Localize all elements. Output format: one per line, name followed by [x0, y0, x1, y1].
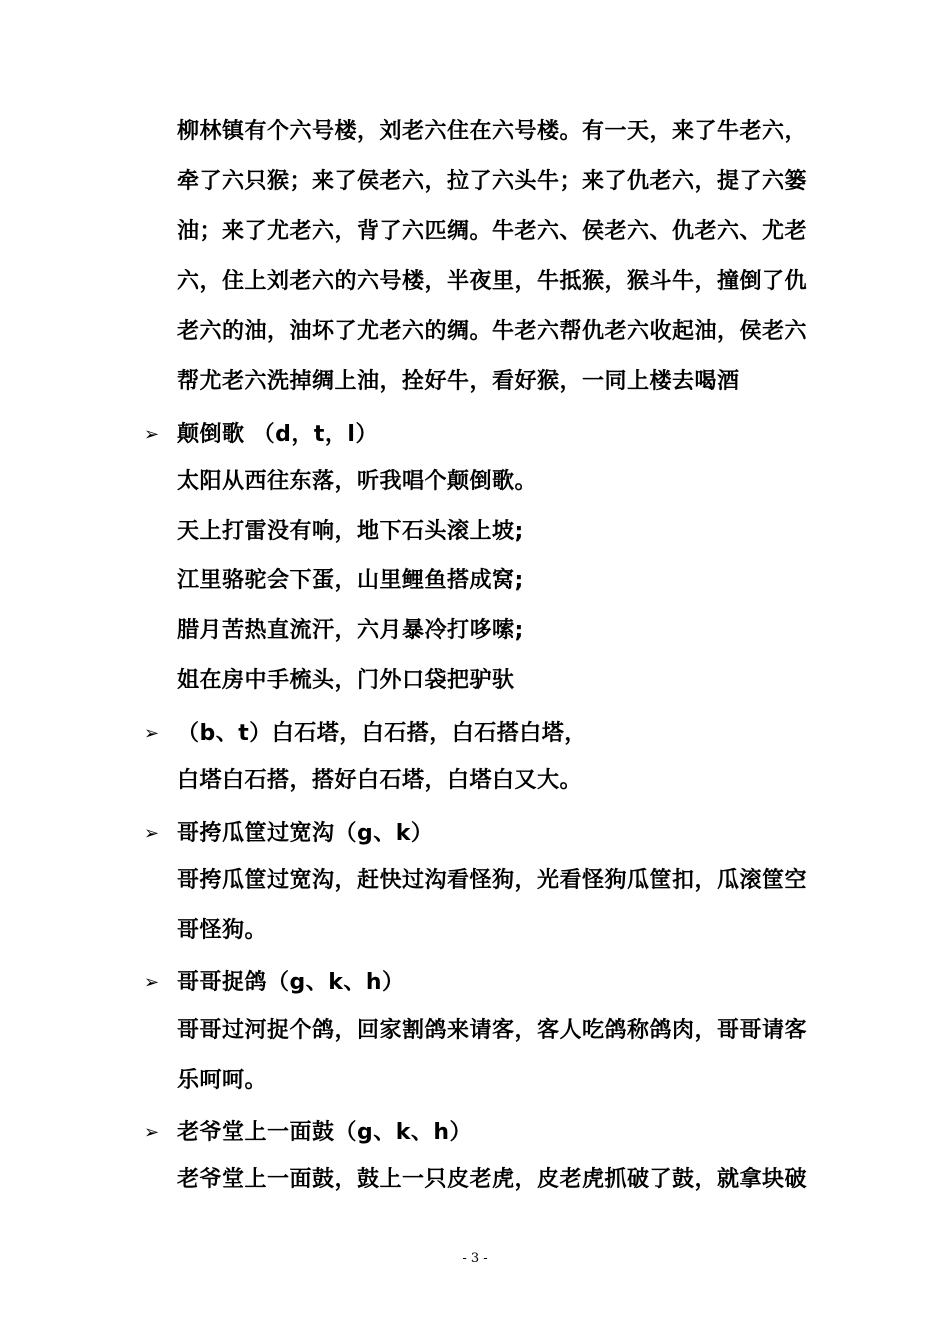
- section-line: 老爷堂上一面鼓，鼓上一只皮老虎，皮老虎抓破了鼓，就拿块破: [177, 1167, 808, 1192]
- intro-line: 柳林镇有个六号楼，刘老六住在六号楼。有一天，来了牛老六，: [177, 119, 808, 144]
- intro-line: 油；来了尤老六，背了六匹绸。牛老六、侯老六、仇老六、尤老: [177, 219, 808, 244]
- section-title: 哥挎瓜筐过宽沟（g、k）: [177, 821, 434, 846]
- intro-line: 牵了六只猴；来了侯老六，拉了六头牛；来了仇老六，提了六篓: [177, 169, 808, 194]
- section-title: （b、t）白石塔，白石搭，白石搭白塔，: [177, 721, 587, 746]
- intro-line: 老六的油，油坏了尤老六的绸。牛老六帮仇老六收起油，侯老六: [177, 319, 808, 344]
- section-line: 江里骆驼会下蛋，山里鲤鱼搭成窝;: [177, 568, 524, 593]
- section-line: 哥挎瓜筐过宽沟，赶快过沟看怪狗，光看怪狗瓜筐扣，瓜滚筐空: [177, 868, 808, 893]
- section-line: 太阳从西往东落，听我唱个颠倒歌。: [177, 469, 538, 494]
- section-title: 老爷堂上一面鼓（g、k、h）: [177, 1120, 473, 1145]
- section-line: 白塔白石搭，搭好白石塔，白塔白又大。: [177, 768, 583, 793]
- section-line: 乐呵呵。: [177, 1068, 268, 1093]
- bullet-arrow-icon: ➢: [144, 823, 160, 844]
- intro-line: 六，住上刘老六的六号楼，半夜里，牛抵猴，猴斗牛，撞倒了仇: [177, 269, 808, 294]
- intro-line: 帮尤老六洗掉绸上油，拴好牛，看好猴，一同上楼去喝酒: [177, 369, 740, 394]
- section-line: 哥怪狗。: [177, 918, 268, 943]
- bullet-arrow-icon: ➢: [144, 424, 160, 445]
- section-line: 哥哥过河捉个鸽，回家割鸽来请客，客人吃鸽称鸽肉，哥哥请客: [177, 1018, 808, 1043]
- section-line: 腊月苦热直流汗，六月暴冷打哆嗦;: [177, 618, 524, 643]
- section-line: 姐在房中手梳头，门外口袋把驴驮: [177, 668, 515, 693]
- bullet-arrow-icon: ➢: [144, 972, 160, 993]
- bullet-arrow-icon: ➢: [144, 1122, 160, 1143]
- section-line: 天上打雷没有响，地下石头滚上坡;: [177, 519, 524, 544]
- section-title: 颠倒歌 （d，t，l）: [177, 422, 378, 447]
- page-number: - 3 -: [462, 1251, 488, 1266]
- section-title: 哥哥捉鸽（g、k、h）: [177, 970, 405, 995]
- bullet-arrow-icon: ➢: [144, 723, 160, 744]
